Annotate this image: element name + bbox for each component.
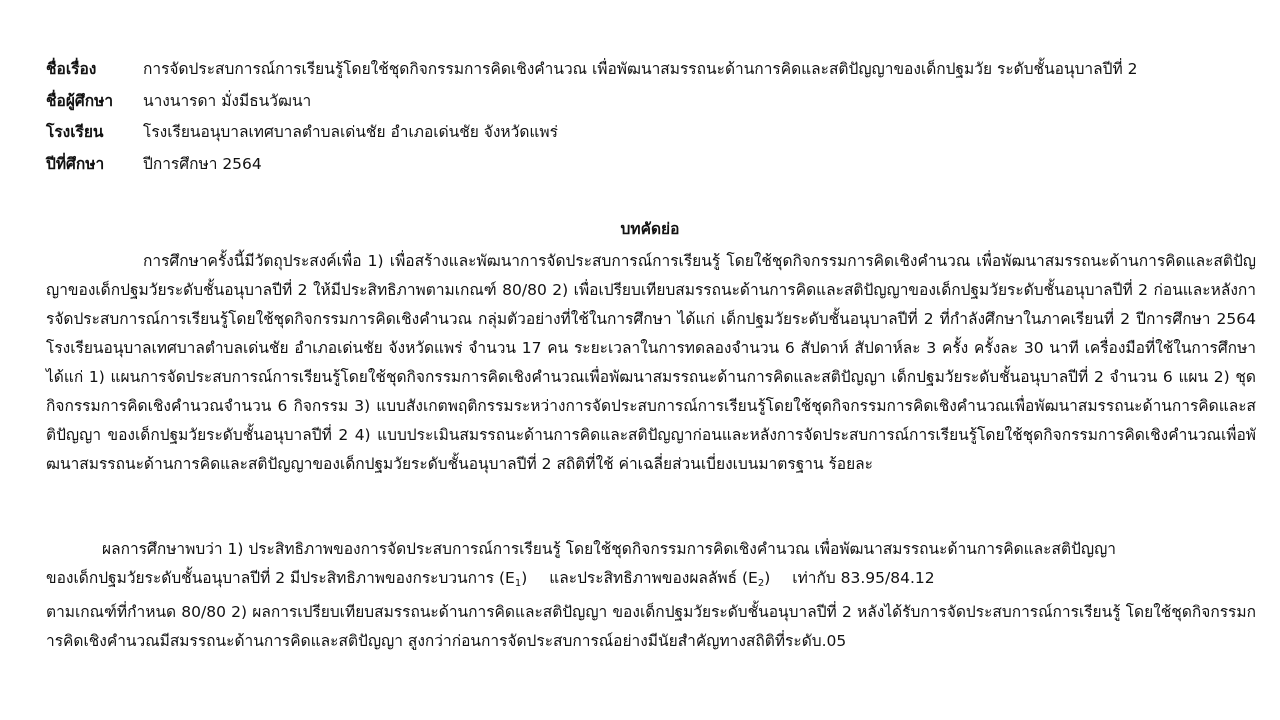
school-label: โรงเรียน [46,123,104,141]
results-equals-value: เท่ากับ 83.95/84.12 [792,569,935,587]
subject-value: การจัดประสบการณ์การเรียนรู้โดยใช้ชุดกิจกรรมการคิดเชิงคำนวณ เพื่อพัฒนาสมรรถนะด้านการคิดและสติปัญญาของเด็กปฐมวัย ระดับชั้นอนุบาลปีที่ 2 [143,60,1138,78]
author-value: นางนารดา มั่งมีธนวัฒนา [143,92,312,110]
results-outcome-text: และประสิทธิภาพของผลลัพธ์ (E [549,569,758,587]
results-line-1: ผลการศึกษาพบว่า 1) ประสิทธิภาพของการจัดประสบการณ์การเรียนรู้ โดยใช้ชุดกิจกรรมการคิดเชิงคำนวณ เพื่อพัฒนาสมรรถนะด้านการคิดและสติปัญญา [102,540,1116,558]
results-close-paren-1: ) [521,569,528,587]
subject-label: ชื่อเรื่อง [46,60,97,78]
subscript-2: 2 [757,578,765,589]
author-label: ชื่อผู้ศึกษา [46,92,114,110]
abstract-paragraph-objectives: การศึกษาครั้งนี้มีวัตถุประสงค์เพื่อ 1) เพื่อสร้างและพัฒนาการจัดประสบการณ์การเรียนรู้ โดยใช้ชุดกิจกรรมการคิดเชิงคำนวณ เพื่อพัฒนาสมรรถนะด้านการคิดและสติปัญญาของเด็กปฐมวัยระดับชั้นอนุบาลปีที่ 2 ให้มีประสิทธิภาพตามเกณฑ์ 80/80 2) เพื่อเปรียบเทียบสมรรถนะด้านการคิดและสติปัญญาของเด็กปฐมวัยระดับชั้นอนุบาลปีที่ 2 ก่อนและหลังการจัดประสบการณ์การเรียนรู้โดยใช้ชุดกิจกรรมการคิดเชิงคำนวณ กลุ่มตัวอย่างที่ใช้ในการศึกษา ได้แก่ เด็กปฐมวัยระดับชั้นอนุบาลปีที่ 2 ที่กำลังศึกษาในภาคเรียนที่ 2 ปีการศึกษา 2564 โรงเรียนอนุบาลเทศบาลตำบลเด่นชัย อำเภอเด่นชัย จังหวัดแพร่ จำนวน 17 คน ระยะเวลาในการทดลองจำนวน 6 สัปดาห์ สัปดาห์ละ 3 ครั้ง ครั้งละ 30 นาที เครื่องมือที่ใช้ในการศึกษา ได้แก่ 1) แผนการจัดประสบการณ์การเรียนรู้โดยใช้ชุดกิจกรรมการคิดเชิงคำนวณเพื่อพัฒนาสมรรถนะด้านการคิดและสติปัญญา เด็กปฐมวัยระดับชั้นอนุบาลปีที่ 2 จำนวน 6 แผน 2) ชุดกิจกรรมการคิดเชิงคำนวณจำนวน 6 กิจกรรม 3) แบบสังเกตพฤติกรรมระหว่างการจัดประสบการณ์การเรียนรู้โดยใช้ชุดกิจกรรมการคิดเชิงคำนวณเพื่อพัฒนาสมรรถนะด้านการคิดและสติปัญญา ของเด็กปฐมวัยระดับชั้นอนุบาลปีที่ 2 4) แบบประเมินสมรรถนะด้านการคิดและสติปัญญาก่อนและหลังการจัดประสบการณ์การเรียนรู้โดยใช้ชุดกิจกรรมการคิดเชิงคำนวณเพื่อพัฒนาสมรรถนะด้านการคิดและสติปัญญาของเด็กปฐมวัยระดับชั้นอนุบาลปีที่ 2 สถิติที่ใช้ ค่าเฉลี่ยส่วนเบี่ยงเบนมาตรฐาน ร้อยละ [46,252,1256,473]
abstract-paragraph-results [46,535,1256,656]
results-rest: ตามเกณฑ์ที่กำหนด 80/80 2) ผลการเปรียบเทียบสมรรถนะด้านการคิดและสติปัญญา ของเด็กปฐมวัยระดับชั้นอนุบาลปีที่ 2 หลังได้รับการจัดประสบการณ์การเรียนรู้ โดยใช้ชุดกิจกรรมการคิดเชิงคำนวณมีสมรรถนะด้านการคิดและสติปัญญา สูงกว่าก่อนการจัดประสบการณ์อย่างมีนัยสำคัญทางสถิติที่ระดับ.05 [46,603,1256,650]
results-close-paren-2: ) [764,569,771,587]
year-label: ปีที่ศึกษา [46,155,105,173]
abstract-heading: บทคัดย่อ [620,220,680,238]
subscript-1: 1 [514,578,522,589]
results-line-2 [46,564,1256,598]
school-value: โรงเรียนอนุบาลเทศบาลตำบลเด่นชัย อำเภอเด่นชัย จังหวัดแพร่ [143,123,558,141]
results-process-text: ของเด็กปฐมวัยระดับชั้นอนุบาลปีที่ 2 มีประสิทธิภาพของกระบวนการ (E [46,569,515,587]
year-value: ปีการศึกษา 2564 [143,155,262,173]
